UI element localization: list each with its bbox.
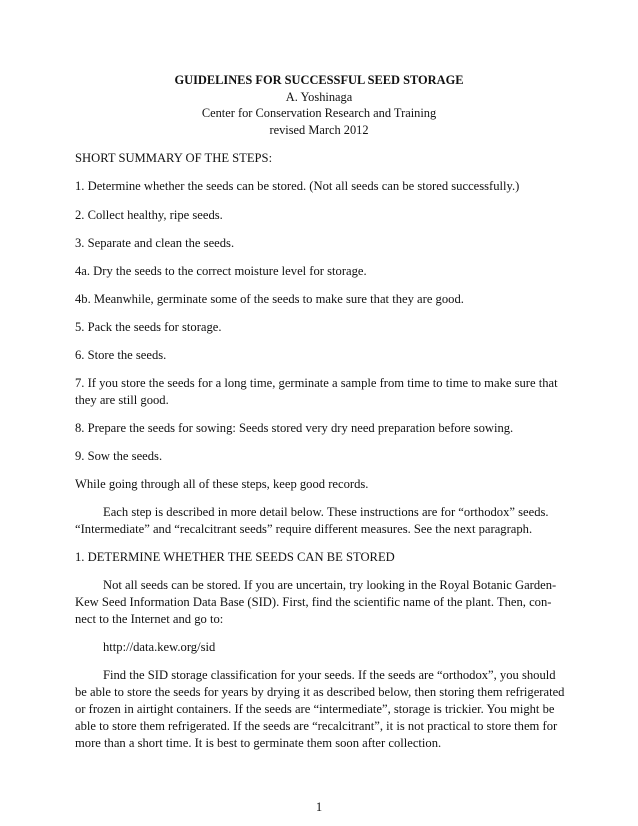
- document-author: A. Yoshinaga: [285, 89, 353, 104]
- paragraph-line: able to store them refrigerated. If the seeds are “recalcitrant”, it is not practical to store them for: [75, 719, 558, 733]
- step-2: 2. Collect healthy, ripe seeds.: [75, 208, 223, 222]
- step-6: 6. Store the seeds.: [75, 348, 167, 362]
- sid-url: http://data.kew.org/sid: [103, 640, 216, 654]
- summary-heading: SHORT SUMMARY OF THE STEPS:: [75, 151, 273, 165]
- document-revision-date: revised March 2012: [269, 122, 369, 137]
- step-8: 8. Prepare the seeds for sowing: Seeds stored very dry need preparation before sowing.: [75, 421, 514, 435]
- step-3: 3. Separate and clean the seeds.: [75, 236, 235, 250]
- paragraph-line: Kew Seed Information Data Base (SID). First, find the scientific name of the plant. Then, con-: [75, 595, 552, 609]
- paragraph-line: be able to store the seeds for years by drying it as described below, then storing them refrigerated: [75, 685, 565, 699]
- step-4b: 4b. Meanwhile, germinate some of the seeds to make sure that they are good.: [75, 292, 464, 306]
- step-4a: 4a. Dry the seeds to the correct moisture level for storage.: [75, 264, 367, 278]
- paragraph-line: more than a short time. It is best to germinate them soon after collection.: [75, 736, 442, 750]
- section-1-paragraph-1: [75, 577, 565, 628]
- step-1: 1. Determine whether the seeds can be stored. (Not all seeds can be stored successfully.): [75, 179, 520, 193]
- paragraph-line: “Intermediate” and “recalcitrant seeds” require different measures. See the next paragraph.: [75, 522, 533, 536]
- document-organization: Center for Conservation Research and Training: [201, 106, 437, 120]
- page-number: 1: [315, 800, 323, 814]
- step-9: 9. Sow the seeds.: [75, 449, 163, 463]
- paragraph-line: Each step is described in more detail below. These instructions are for “orthodox” seeds.: [103, 505, 549, 519]
- paragraph-line: or frozen in airtight containers. If the seeds are “intermediate”, storage is trickier. You might be: [75, 702, 555, 716]
- records-line: While going through all of these steps, keep good records.: [75, 477, 369, 491]
- paragraph-line: Not all seeds can be stored. If you are uncertain, try looking in the Royal Botanic Garden-: [103, 578, 557, 592]
- step-7-continued: they are still good.: [75, 393, 169, 407]
- paragraph-line: nect to the Internet and go to:: [75, 612, 224, 626]
- section-1-paragraph-2: [75, 667, 565, 752]
- paragraph-line: Find the SID storage classification for your seeds. If the seeds are “orthodox”, you should: [103, 668, 556, 682]
- document-header: [0, 72, 638, 138]
- section-1-heading: 1. DETERMINE WHETHER THE SEEDS CAN BE STORED: [75, 550, 395, 564]
- detail-paragraph: [75, 504, 565, 538]
- step-7: 7. If you store the seeds for a long time, germinate a sample from time to time to make sure that: [75, 376, 558, 390]
- document-title: GUIDELINES FOR SUCCESSFUL SEED STORAGE: [174, 73, 464, 87]
- step-5: 5. Pack the seeds for storage.: [75, 320, 222, 334]
